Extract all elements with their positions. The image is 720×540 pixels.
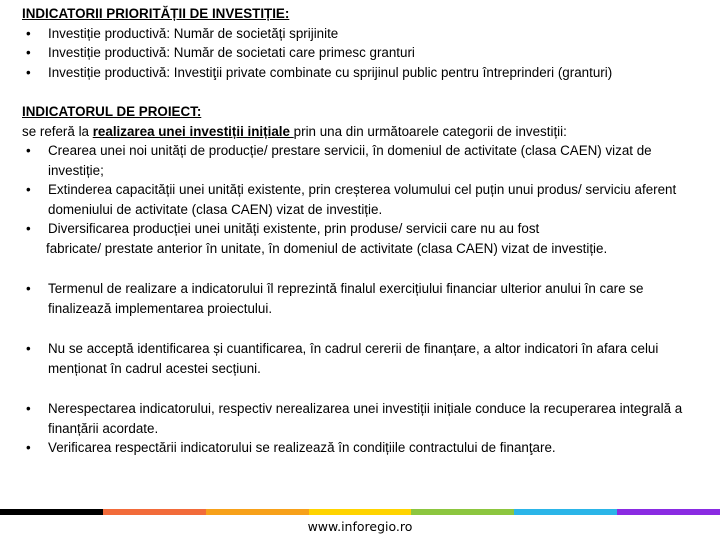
document-body	[22, 4, 702, 458]
project-indicator-intro	[22, 122, 702, 142]
footer-url[interactable]: www.inforegio.ro	[307, 519, 413, 534]
list-item: • Diversificarea producției unei unități existente, prin produse/ servicii care nu au fost	[22, 219, 702, 239]
note-item: • Verificarea respectării indicatorului se realizează în condițiile contractului de finanţare.	[22, 438, 702, 458]
stripe-segment	[103, 509, 206, 515]
intro-text-end: prin una din următoarele categorii de investiții:	[293, 123, 567, 139]
note-item: • Termenul de realizare a indicatorului îl reprezintă finalul exercițiului financiar ulterior anului în care se finalizează implementarea proiectului.	[22, 279, 702, 318]
stripe-segment	[617, 509, 720, 515]
note-item: • Nerespectarea indicatorului, respectiv nerealizarea unei investiții inițiale conduce la recuperarea integrală a finanțării acordate.	[22, 399, 702, 438]
color-stripe	[0, 509, 720, 515]
priority-indicators-heading: INDICATORII PRIORITĂȚII DE INVESTIȚIE:	[22, 6, 290, 21]
list-item: • Crearea unei noi unități de producție/ prestare servicii, în domeniul de activitate (clasa CAEN) vizat de investiție;	[22, 141, 702, 180]
stripe-segment	[514, 509, 617, 515]
intro-text: se referă la	[22, 123, 93, 139]
stripe-segment	[0, 509, 103, 515]
priority-indicators-list	[22, 24, 702, 83]
bullet: •	[26, 221, 31, 236]
list-item: • Extinderea capacității unei unități existente, prin creșterea volumului cel puțin unui produs/ serviciu aferent domeniului de activitate (clasa CAEN) vizat de investiție.	[22, 180, 702, 219]
stripe-segment	[411, 509, 514, 515]
final-note-list	[22, 399, 702, 458]
intro-emphasis: realizarea unei investiții inițiale	[92, 123, 294, 139]
investment-categories-list	[22, 141, 702, 219]
list-item-continuation: fabricate/ prestate anterior în unitate, în domeniul de activitate (clasa CAEN) vizat de investiție.	[46, 240, 608, 256]
note-item: • Nu se acceptă identificarea și cuantificarea, în cadrul cererii de finanțare, a altor indicatori în afara celui menționat în cadrul acestei secțiuni.	[22, 339, 702, 378]
note-list	[22, 279, 702, 318]
stripe-segment	[206, 509, 309, 515]
list-item: • Investiție productivă: Număr de societati care primesc granturi	[22, 43, 702, 63]
list-item: • Investiție productivă: Investiţii private combinate cu sprijinul public pentru întreprinderi (granturi)	[22, 63, 702, 83]
note-list	[22, 339, 702, 378]
list-item: • Investiție productivă: Număr de societăți sprijinite	[22, 24, 702, 44]
project-indicator-heading: INDICATORUL DE PROIECT:	[22, 104, 202, 119]
stripe-segment	[309, 509, 412, 515]
